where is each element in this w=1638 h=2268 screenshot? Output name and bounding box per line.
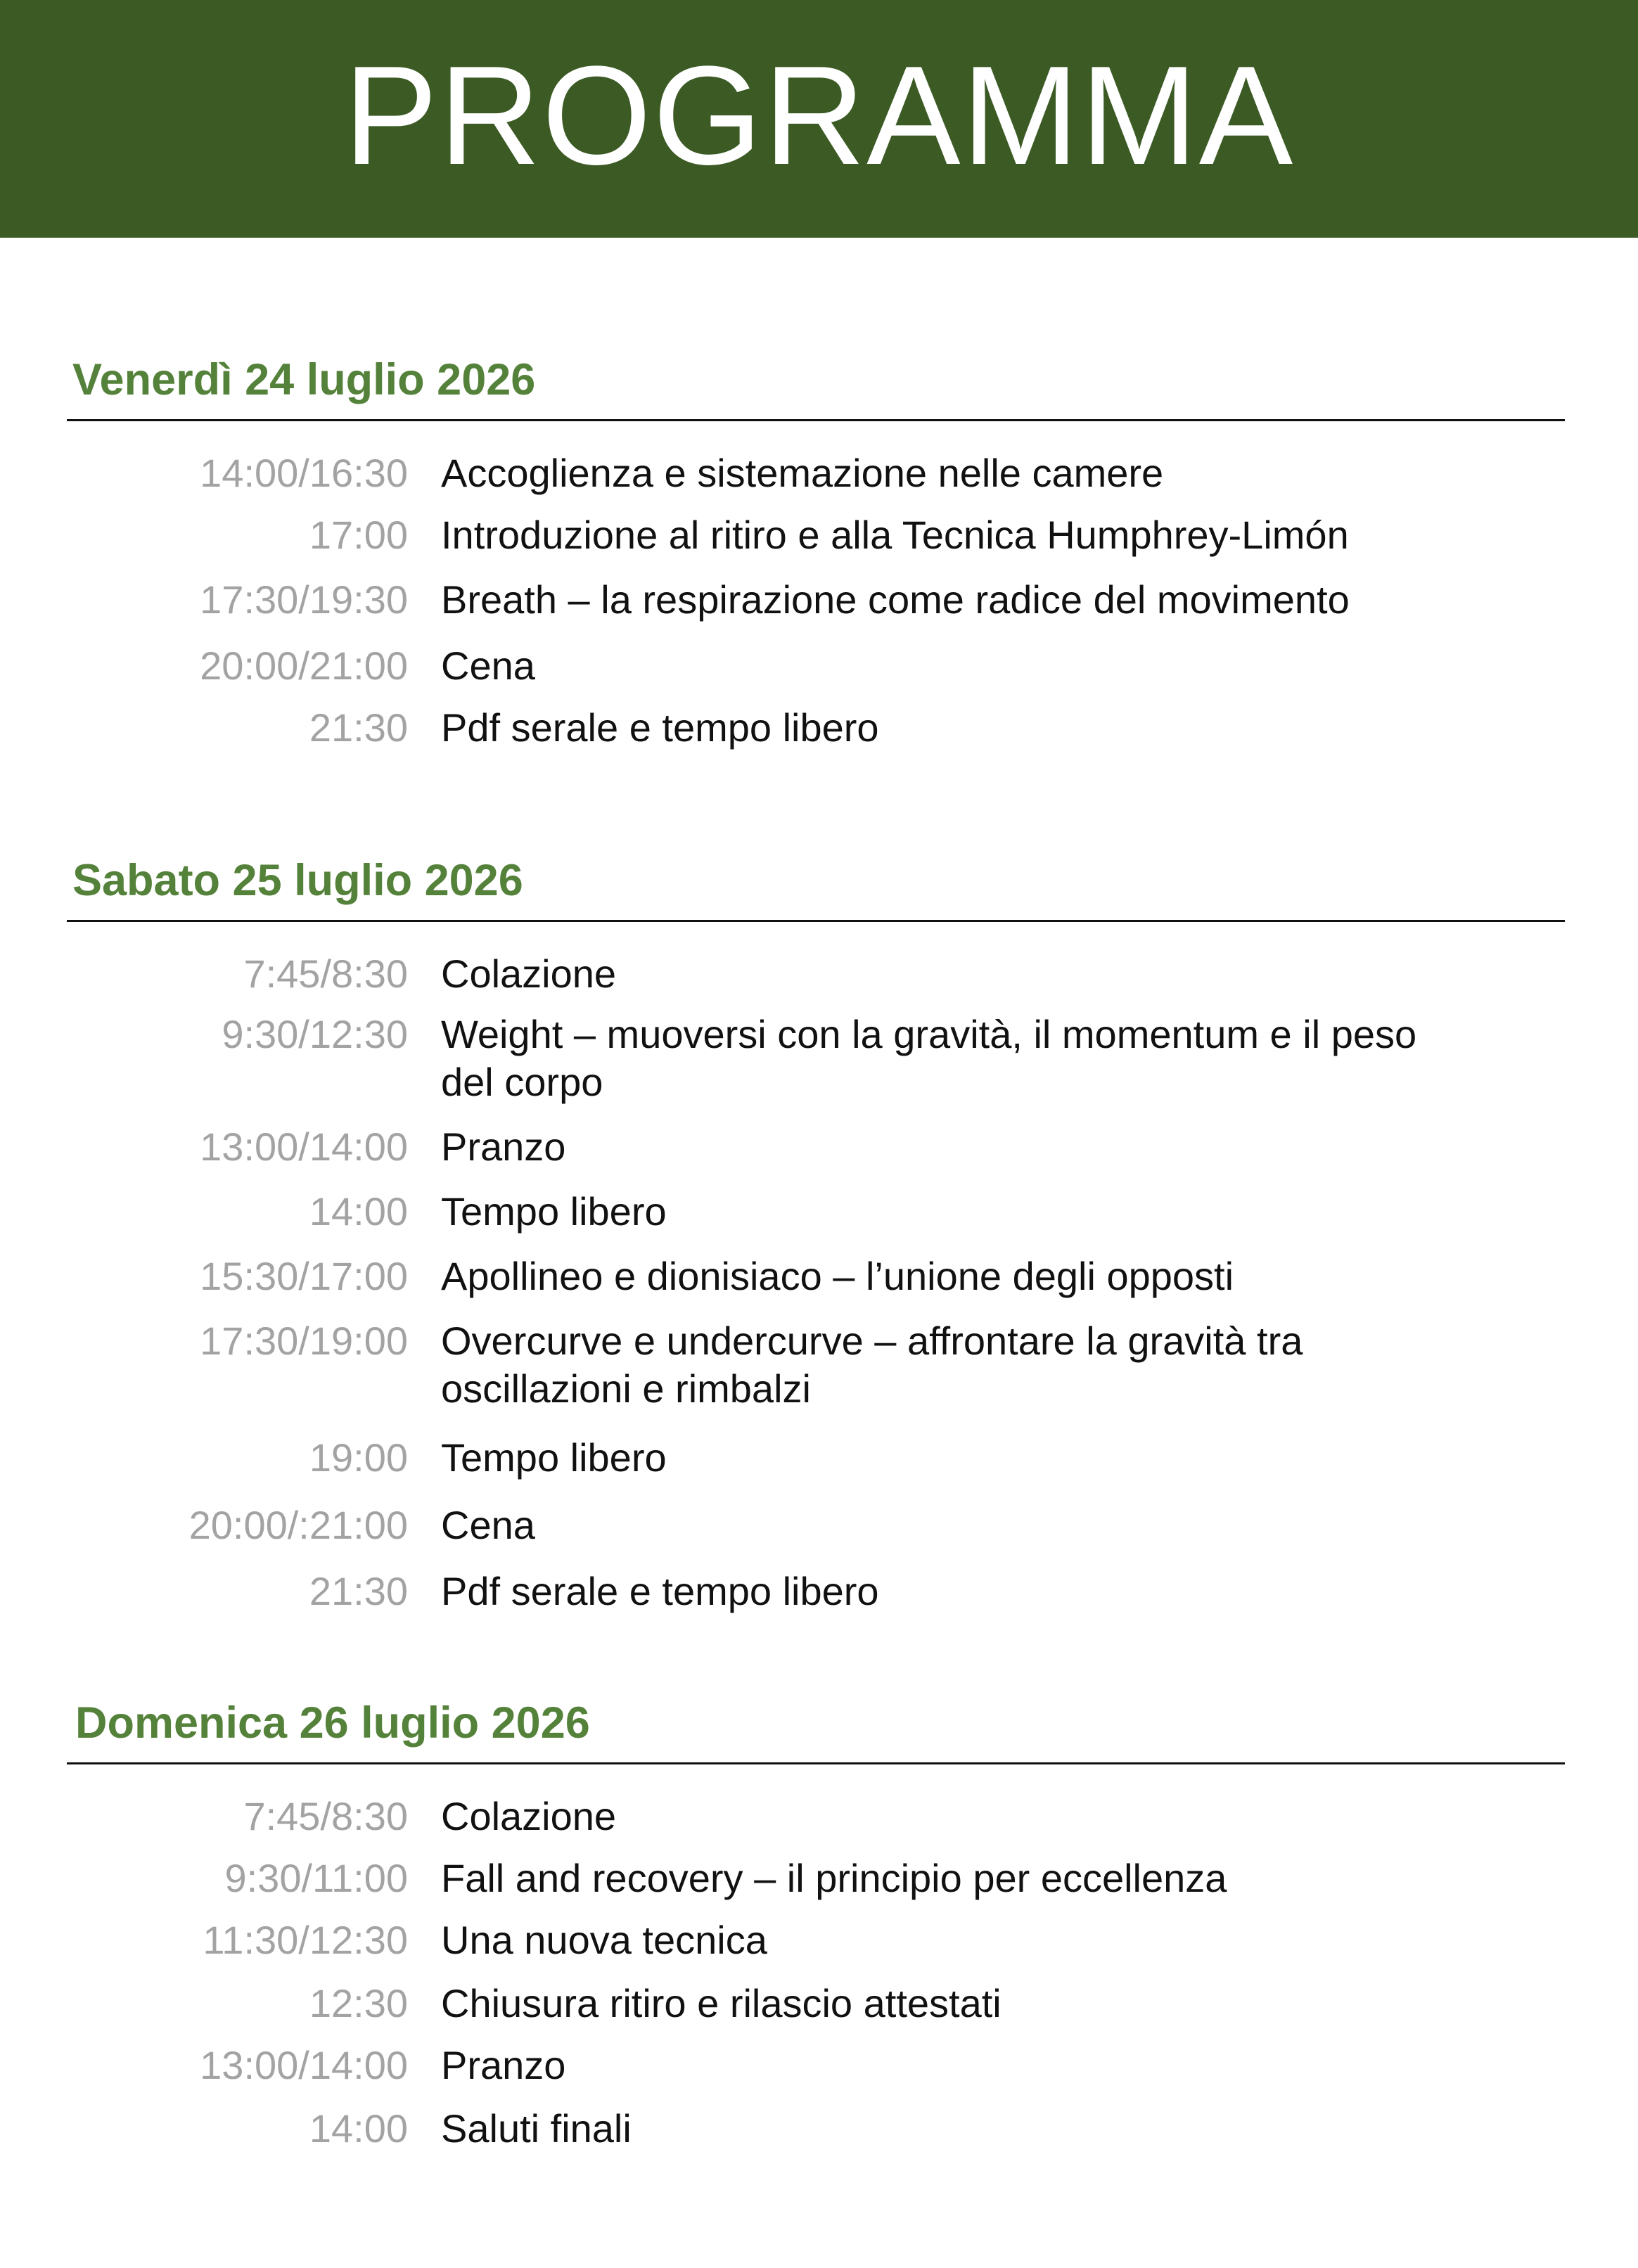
schedule-time: 17:30/19:00 xyxy=(200,1319,408,1363)
schedule-time: 13:00/14:00 xyxy=(200,2043,408,2087)
schedule-time: 11:30/12:30 xyxy=(203,1918,408,1962)
schedule-activity: Tempo libero xyxy=(441,1435,667,1480)
schedule-time: 9:30/12:30 xyxy=(222,1012,408,1056)
schedule-time: 21:30 xyxy=(309,705,408,750)
schedule-list xyxy=(67,950,1565,1615)
schedule-row xyxy=(67,2105,1565,2153)
schedule-time: 17:00 xyxy=(309,513,408,557)
page-title: PROGRAMMA xyxy=(343,37,1295,194)
schedule-activity: Fall and recovery – il principio per eccellenza xyxy=(441,1856,1227,1900)
schedule-row xyxy=(67,950,1565,998)
day-title: Sabato 25 luglio 2026 xyxy=(72,856,523,905)
schedule-time: 21:30 xyxy=(309,1569,408,1613)
schedule-time: 15:30/17:00 xyxy=(200,1254,408,1298)
schedule-time: 17:30/19:30 xyxy=(200,577,408,622)
schedule-activity: Pdf serale e tempo libero xyxy=(441,705,879,750)
schedule-row xyxy=(67,1434,1565,1482)
schedule-activity: Pranzo xyxy=(441,2043,566,2087)
schedule-activity: Pdf serale e tempo libero xyxy=(441,1569,879,1613)
schedule-time: 14:00 xyxy=(309,1189,408,1234)
schedule-activity: Saluti finali xyxy=(441,2106,632,2151)
schedule-row xyxy=(67,1501,1565,1549)
day-title: Domenica 26 luglio 2026 xyxy=(75,1698,590,1748)
schedule-row xyxy=(67,449,1565,497)
schedule-row xyxy=(67,1252,1565,1300)
schedule-time: 9:30/11:00 xyxy=(224,1856,408,1900)
schedule-row xyxy=(67,1123,1565,1171)
schedule-time: 7:45/8:30 xyxy=(243,952,408,996)
day-divider xyxy=(67,1762,1565,1764)
schedule-row xyxy=(67,576,1565,624)
schedule-time: 14:00/16:30 xyxy=(200,451,408,495)
schedule-row xyxy=(67,642,1565,690)
schedule-activity: Overcurve e undercurve – affrontare la gravità tra oscillazioni e rimbalzi xyxy=(441,1319,1303,1411)
schedule-list xyxy=(67,1793,1565,2153)
day-title: Venerdì 24 luglio 2026 xyxy=(72,355,536,404)
day-divider xyxy=(67,419,1565,421)
schedule-time: 20:00/:21:00 xyxy=(188,1503,408,1547)
day-section-saturday xyxy=(67,852,1565,1615)
schedule-row xyxy=(67,511,1565,559)
schedule-activity: Colazione xyxy=(441,1794,617,1838)
schedule-time: 13:00/14:00 xyxy=(200,1125,408,1169)
schedule-activity: Chiusura ritiro e rilascio attestati xyxy=(441,1981,1002,2025)
schedule-time: 7:45/8:30 xyxy=(243,1794,408,1838)
schedule-activity: Tempo libero xyxy=(441,1189,667,1234)
schedule-activity: Apollineo e dionisiaco – l’unione degli opposti xyxy=(441,1254,1234,1298)
schedule-row xyxy=(67,1793,1565,1840)
schedule-time: 19:00 xyxy=(309,1435,408,1480)
schedule-time: 12:30 xyxy=(309,1981,408,2025)
schedule-activity: Breath – la respirazione come radice del movimento xyxy=(441,577,1350,622)
schedule-row xyxy=(67,1916,1565,1964)
schedule-activity: Pranzo xyxy=(441,1125,566,1169)
schedule-activity: Introduzione al ritiro e alla Tecnica Humphrey-Limón xyxy=(441,513,1349,557)
schedule-activity: Una nuova tecnica xyxy=(441,1918,767,1962)
schedule-row xyxy=(67,1854,1565,1902)
schedule-row xyxy=(67,1317,1565,1413)
day-section-sunday xyxy=(67,1695,1565,2153)
day-section-friday xyxy=(67,352,1565,752)
schedule-activity: Colazione xyxy=(441,952,617,996)
schedule-row xyxy=(67,2042,1565,2089)
schedule-list xyxy=(67,449,1565,752)
schedule-row xyxy=(67,704,1565,752)
schedule-row xyxy=(67,1980,1565,2027)
schedule-time: 14:00 xyxy=(309,2106,408,2151)
schedule-row xyxy=(67,1188,1565,1236)
schedule-activity: Accoglienza e sistemazione nelle camere xyxy=(441,451,1164,495)
schedule-time: 20:00/21:00 xyxy=(200,643,408,688)
day-divider xyxy=(67,920,1565,922)
schedule-activity: Weight – muoversi con la gravità, il momentum e il peso del corpo xyxy=(441,1012,1417,1104)
header-banner xyxy=(0,0,1638,238)
schedule-row xyxy=(67,1011,1565,1106)
schedule-activity: Cena xyxy=(441,1503,535,1547)
schedule-activity: Cena xyxy=(441,643,535,688)
schedule-row xyxy=(67,1568,1565,1615)
